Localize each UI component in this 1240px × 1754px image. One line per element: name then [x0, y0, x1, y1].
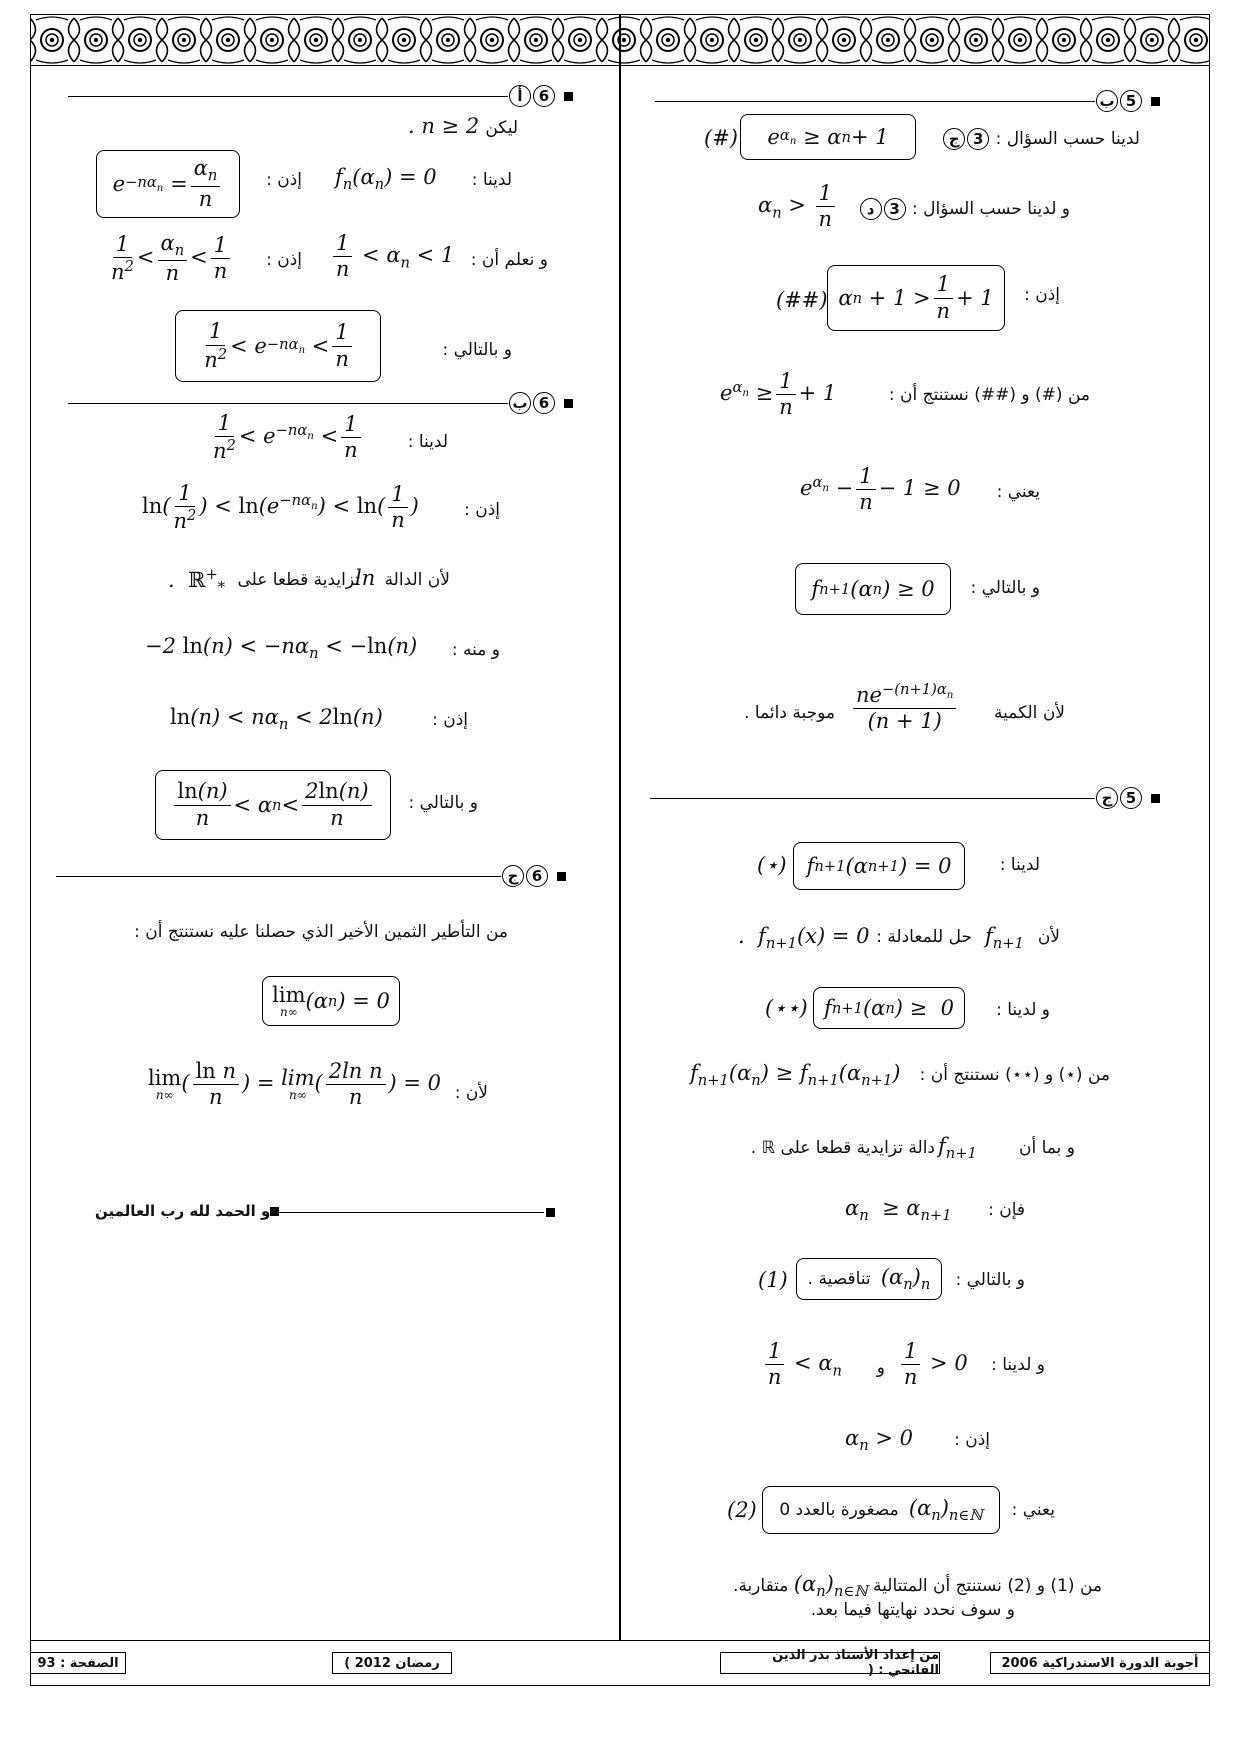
section-6b-line5-label: إذن : [432, 710, 468, 730]
label-text: من (1) و (2) نستنتج أن المتتالية [873, 1576, 1102, 1596]
badge-number: 5 [1120, 787, 1142, 809]
section-6b-line4-label: و منه : [451, 640, 500, 660]
closing-text [95, 1202, 285, 1220]
badge-number: 6 [526, 865, 548, 887]
formula: $\frac{1}{n^2}$ < $\frac{\alpha_n}{n}$ < $\frac{1}{n}$ [108, 232, 233, 285]
boxed-formula: $\frac{1}{n^2}$ < e $-n\alpha_n$ < $\frac{1}{n}$ [175, 310, 381, 382]
section-6b-line3-label-b: تزايدية قطعا على [237, 570, 360, 590]
box-text: مصغورة بالعدد 0 [779, 1500, 899, 1520]
header-rule [68, 403, 508, 404]
section-6b-line1-label: لدينا : [407, 432, 448, 452]
square-bullet-icon [564, 399, 573, 408]
section-header-5c [650, 785, 1177, 811]
formula: −2 $\ln(n) < -n\alpha_n < -\ln(n)$ [145, 634, 418, 663]
formula: $\frac{ne^{-(n+1)\alpha_n}}{(n + 1)}$ [850, 682, 959, 733]
ref-badge-letter: ج [943, 128, 965, 150]
boxed-formula: e $-n\alpha_n$ = $\frac{\alpha_n}{n}$ [96, 150, 240, 218]
section-6a-line1-label: ليكن [485, 118, 518, 138]
section-5c-line3-label: و لدينا : [996, 1000, 1050, 1020]
badge-letter: أ [509, 85, 531, 107]
formula: $\frac{1}{n}$ > 0 [898, 1340, 968, 1389]
section-5c-line2-label-b: حل للمعادلة : [876, 927, 972, 947]
section-5b-line7-label-b: موجبة دائما . [744, 703, 835, 723]
formula: $\alpha_n > 0$ [845, 1426, 913, 1455]
section-5b-line4-label: من (#) و (##) نستنتج أن : [888, 385, 1090, 405]
section-5b-line3-label: إذن : [1024, 285, 1060, 305]
formula: $\alpha_n$ > $\frac{1}{n}$ [758, 182, 838, 231]
formula: . ℝ+$_*$ [168, 566, 226, 597]
section-5b-line5-label: يعني : [996, 482, 1040, 502]
square-bullet-icon [546, 1208, 555, 1217]
section-6a-line3-label-b: إذن : [266, 250, 302, 270]
ref-badge-num: 3 [884, 198, 906, 220]
footer-page-number: الصفحة : 93 [30, 1652, 126, 1674]
section-5c-line6-label: فإن : [988, 1200, 1025, 1220]
badge-number: 5 [1120, 90, 1142, 112]
formula: $(\alpha_n)_{n\in ℕ}$ [908, 1495, 983, 1525]
formula: $\frac{1}{n^2}$ < $e^{-n\alpha_n}$ < $\frac{1}{n}$ [210, 412, 364, 463]
section-6c-line1: من التأطير الثمين الأخير الذي حصلنا عليه نستنتج أن : [134, 922, 508, 942]
formula: $\alpha_n \ge \alpha_{n+1}$ [845, 1196, 952, 1225]
section-6b-line3-label-a: لأن الدالة [384, 570, 450, 590]
formula: $\ln(n) < n\alpha_n < 2\ln(n)$ [170, 705, 383, 734]
boxed-formula: f n+1 (α n+1 ) = 0 [793, 842, 965, 890]
section-6a-line2-label-a: لدينا : [471, 170, 512, 190]
box-text: تناقصية . [807, 1269, 871, 1289]
label-text: لدينا حسب السؤال : [995, 129, 1140, 149]
section-6a-line3-label-a: و نعلم أن : [470, 250, 548, 270]
section-5c-line1-label: لدينا : [999, 855, 1040, 875]
closing-rule [272, 1212, 544, 1213]
equation-tag: (#) [704, 126, 738, 150]
badge-letter: ج [502, 865, 524, 887]
column-divider [619, 14, 621, 1640]
equation-tag: (⋆) [757, 853, 787, 877]
square-bullet-icon [1151, 794, 1160, 803]
section-header-6c [56, 863, 588, 889]
section-5c-line10-label: يعني : [1011, 1500, 1055, 1520]
section-5b-line2-label [859, 198, 1070, 220]
boxed-formula: f n+1 (α n ) ≥ 0 [813, 987, 965, 1029]
formula: . n ≥ 2 [408, 114, 480, 138]
section-6b-line2-label: إذن : [464, 500, 500, 520]
section-5c-line7-label: و بالتالي : [955, 1270, 1025, 1290]
label-text: متقاربة. [732, 1576, 789, 1596]
boxed-formula: α n + 1 > $\frac{1}{n}$ + 1 [827, 265, 1005, 331]
boxed-statement [762, 1486, 1000, 1534]
square-bullet-icon [564, 92, 573, 101]
badge-number: 6 [533, 85, 555, 107]
formula: . $f_{n+1}(x) = 0$ [738, 924, 870, 953]
header-rule [56, 876, 501, 877]
formula: $e^{\alpha_n}$ − $\frac{1}{n}$ − 1 ≥ 0 [800, 464, 961, 515]
formula: $f_{n+1}(\alpha_n) \ge f_{n+1}(\alpha_{n+1})$ [690, 1061, 901, 1090]
section-6a-line4-label: و بالتالي : [442, 340, 512, 360]
footer-author: من إعداد الأستاذ بدر الدين الفاتحي : ( [720, 1652, 940, 1674]
equation-tag: (##) [776, 288, 828, 312]
boxed-formula: lim n∞ (α n ) = 0 [262, 976, 400, 1026]
square-bullet-icon [1151, 97, 1160, 106]
formula: $e^{\alpha_n}$ ≥ $\frac{1}{n}$ + 1 [720, 369, 837, 420]
square-bullet-icon [557, 872, 566, 881]
section-6c-line2-label: لأن : [454, 1083, 488, 1103]
section-5b-line6-label: و بالتالي : [970, 578, 1040, 598]
badge-letter: ج [1096, 787, 1118, 809]
section-6a-line2-label-b: إذن : [266, 170, 302, 190]
section-5c-line2-label-a: لأن [1037, 927, 1060, 947]
formula: lim n∞ ( $\frac{\text{ln n}}{n}$ ) = lim n∞ ( $\frac{\text{2ln n}}{n}$ ) = 0 [148, 1059, 442, 1110]
badge-letter: ب [509, 392, 531, 414]
section-5c-line12: و سوف نحدد نهايتها فيما بعد. [810, 1600, 1015, 1620]
footer-title: أجوبة الدورة الاستدراكية 2006 [990, 1652, 1210, 1674]
formula: ln [355, 566, 376, 590]
equation-tag: (2) [727, 1498, 757, 1522]
badge-number: 6 [533, 392, 555, 414]
section-header-6a [68, 83, 588, 109]
section-5c-line8-label: و لدينا : [991, 1355, 1045, 1375]
section-5c-line5-label-a: و بما أن [1019, 1138, 1075, 1158]
header-rule [655, 101, 1095, 102]
equation-tag: (1) [758, 1268, 788, 1292]
section-5c-line4-label: من (⋆) و (⋆⋆) نستنتج أن : [919, 1065, 1110, 1085]
section-5b-line1-label [942, 128, 1140, 150]
boxed-formula: e $\alpha_n$ ≥ α n + 1 [740, 114, 916, 160]
badge-letter: ب [1096, 90, 1118, 112]
header-rule [650, 798, 1095, 799]
boxed-statement [796, 1258, 942, 1300]
boxed-formula: $\frac{\ln(n)}{n}$ < α n < $\frac{2\ln(n)}{n}$ [155, 770, 391, 840]
label-text: و لدينا حسب السؤال : [912, 199, 1070, 219]
formula: $f_{n+1}$ [938, 1134, 977, 1163]
formula: $(\alpha_n)_n$ [880, 1264, 931, 1294]
formula: $\frac{1}{n}$ < $\alpha_n$ [762, 1340, 842, 1389]
section-header-5b [655, 88, 1177, 114]
header-rule [68, 96, 508, 97]
closing-label: و الحمد لله رب العالمين [95, 1202, 271, 1220]
ref-badge-letter: د [860, 198, 882, 220]
footer-date: رمضان 2012 ) [332, 1652, 452, 1674]
section-6b-line6-label: و بالتالي : [408, 793, 478, 813]
boxed-formula: f n+1 (α n ) ≥ 0 [795, 563, 951, 615]
section-5b-line7-label-a: لأن الكمية [994, 703, 1065, 723]
equation-tag: (⋆⋆) [765, 996, 808, 1020]
conjunction-and: و [876, 1358, 885, 1378]
section-5c-line5-label-b: دالة تزايدية قطعا على ℝ . [750, 1138, 935, 1158]
section-5c-line9-label: إذن : [954, 1430, 990, 1450]
formula: $f_{n+1}$ [985, 924, 1024, 953]
formula: $f_n(\alpha_n) = 0$ [335, 165, 437, 194]
section-5c-line11 [733, 1572, 1102, 1600]
formula: $\frac{1}{n}$ < $\alpha_n < 1$ [330, 232, 454, 281]
footer-rule [30, 1640, 1210, 1641]
formula: ln( $\frac{1}{n^2}$ ) < $\ln(e^{-n\alpha_n}) < \ln$( $\frac{1}{n}$ ) [142, 481, 419, 534]
formula: $(\alpha_n)_{n\in ℕ}$ [793, 1572, 868, 1601]
ref-badge-num: 3 [967, 128, 989, 150]
